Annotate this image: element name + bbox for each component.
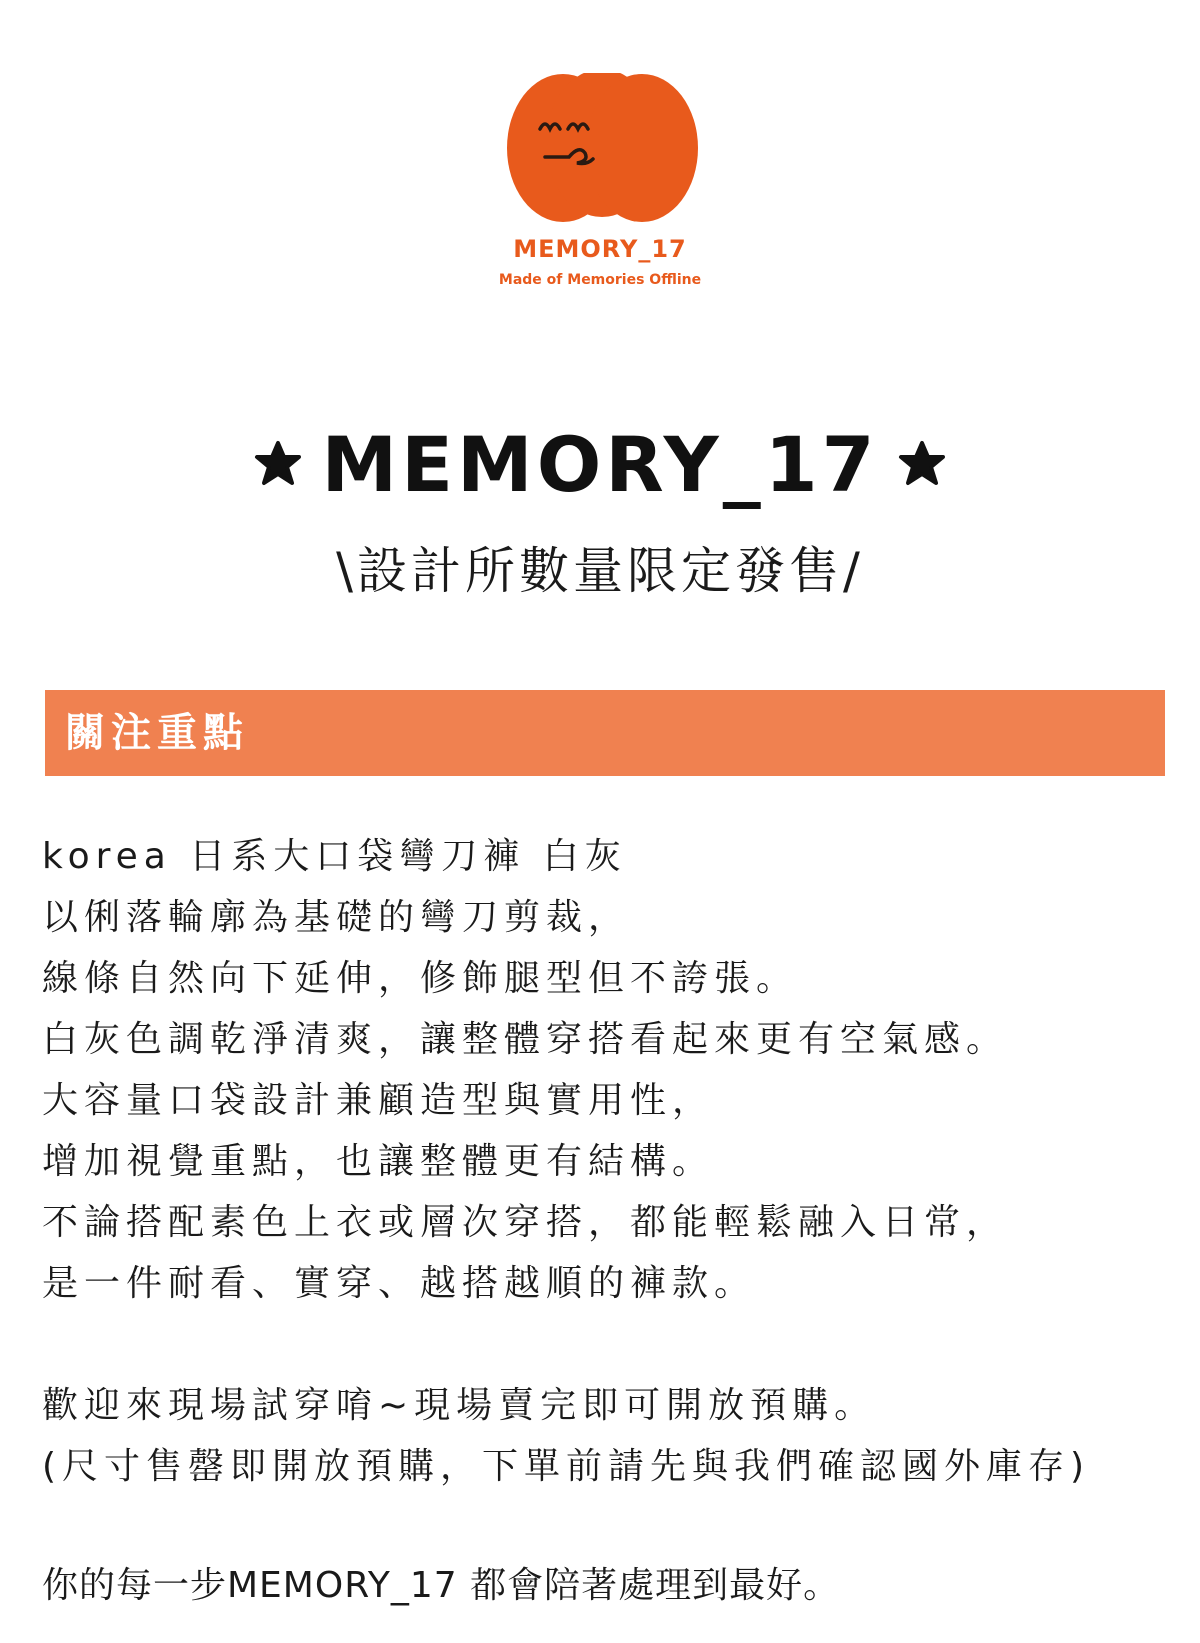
product-description <box>42 826 1172 1497</box>
brand-logo <box>505 73 700 223</box>
description-line: 線條自然向下延伸，修飾腿型但不誇張。 <box>42 958 799 999</box>
description-line: (尺寸售罄即開放預購，下單前請先與我們確認國外庫存) <box>42 1446 1091 1487</box>
star-icon <box>252 439 304 491</box>
closing-line: 你的每一步MEMORY_17 都會陪著處理到最好。 <box>42 1565 841 1606</box>
brand-tagline: Made of Memories Offline <box>498 272 702 288</box>
hero-title-row <box>0 420 1200 509</box>
star-icon <box>896 439 948 491</box>
description-line: 增加視覺重點，也讓整體更有結構。 <box>42 1141 715 1182</box>
description-line: 不論搭配素色上衣或層次穿搭，都能輕鬆融入日常， <box>42 1202 1009 1243</box>
description-line: 歡迎來現場試穿唷~現場賣完即可開放預購。 <box>42 1385 877 1426</box>
description-line: 是一件耐看、實穿、越搭越順的褲款。 <box>42 1263 757 1304</box>
hero-subtitle: \設計所數量限定發售/ <box>336 542 864 600</box>
description-line: korea 日系大口袋彎刀褲 白灰 <box>42 836 627 877</box>
brand-name: MEMORY_17 <box>513 235 687 263</box>
brand-logo-mark <box>505 73 700 223</box>
description-line: 大容量口袋設計兼顧造型與實用性， <box>42 1080 715 1121</box>
section-header <box>45 690 1165 776</box>
description-line: 以俐落輪廓為基礎的彎刀剪裁， <box>42 897 631 938</box>
section-title: 關注重點 <box>65 710 249 756</box>
blank-line <box>42 1314 1172 1375</box>
description-line: 白灰色調乾淨清爽，讓整體穿搭看起來更有空氣感。 <box>42 1019 1009 1060</box>
hero-title: MEMORY_17 <box>321 420 879 509</box>
